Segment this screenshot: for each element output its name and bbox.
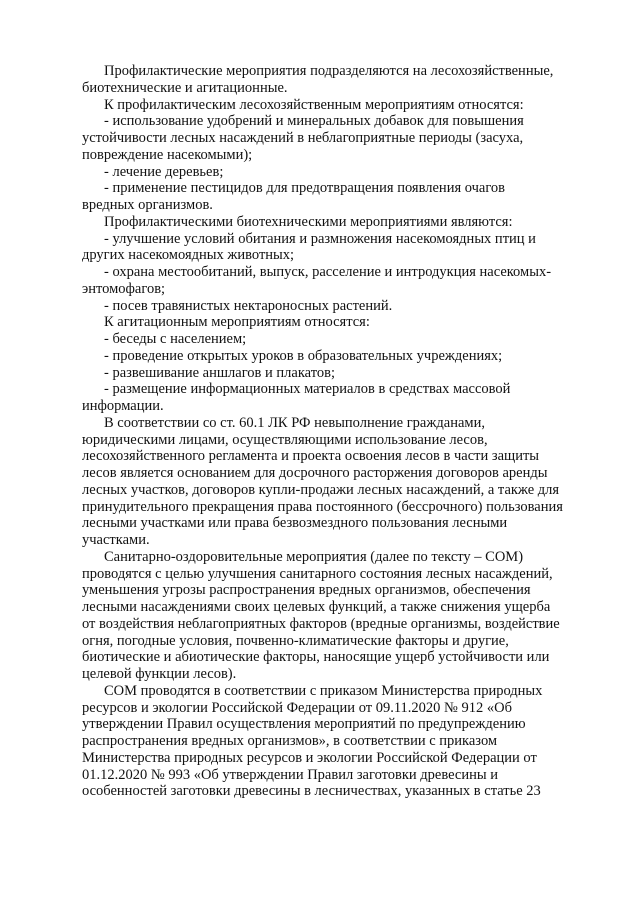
list-item-entomophages: - охрана местообитаний, выпуск, расселение и интродукция насекомых- энтомофагов; [82, 264, 552, 297]
list-item-tree-treatment: - лечение деревьев; [104, 163, 224, 180]
list-item-birds: - улучшение условий обитания и размножения насекомоядных птиц и других насекомоядных животных; [82, 230, 536, 264]
list-item-pesticides: - применение пестицидов для предотвращения появления очагов вредных организмов. [82, 180, 506, 213]
document-body [82, 63, 580, 800]
paragraph-biotech-heading: Профилактическими биотехническими мероприятиями являются: [104, 213, 513, 230]
paragraph-agitation-heading: К агитационным мероприятиям относятся: [104, 314, 370, 331]
list-item-conversations: - беседы с населением; [104, 331, 247, 347]
paragraph-forest-code: В соответствии со ст. 60.1 ЛК РФ невыполнение гражданами, юридическими лицами, осуществляющими использование лесов, лесохозяйственного регламента и проекта освоения лесов в части защиты лесов является основанием для досрочного расторжения договоров аренды лесных участков, договоров купли-продажи лесных насаждений, а также для принудительного прекращения права постоянного (бессрочного) пользования лесными участками или права безвозмездного пользования лесными участками. [82, 414, 563, 548]
list-item-fertilizers: - использование удобрений и минеральных добавок для повышения устойчивости лесных насаждений в неблагоприятные периоды (засуха, повреждение насекомыми); [82, 113, 524, 163]
list-item-open-lessons: - проведение открытых уроков в образовательных учреждениях; [104, 347, 503, 364]
list-item-posters: - развешивание аншлагов и плакатов; [104, 364, 335, 381]
list-item-media: - размещение информационных материалов в средствах массовой информации. [82, 381, 511, 414]
paragraph-som-orders: СОМ проводятся в соответствии с приказом Министерства природных ресурсов и экологии Российской Федерации от 09.11.2020 № 912 «Об утверждении Правил осуществления мероприятий по предупреждению распространения вредных организмов», в соответствии с приказом Министерства природных ресурсов и экологии Российской Федерации от 01.12.2020 № 993 «Об утверждении Правил заготовки древесины и особенностей заготовки древесины в лесничествах, указанных в статье 23 [82, 682, 543, 800]
list-item-nectar-plants: - посев травянистых нектароносных растений. [104, 297, 393, 314]
paragraph-intro: Профилактические мероприятия подразделяются на лесохозяйственные, биотехнические и агитационные. [82, 63, 554, 96]
paragraph-forestry-heading: К профилактическим лесохозяйственным мероприятиям относятся: [104, 96, 524, 113]
paragraph-som-definition: Санитарно-оздоровительные мероприятия (далее по тексту – СОМ) проводятся с целью улучшения санитарного состояния лесных насаждений, уменьшения угрозы распространения вредных организмов, обеспечения лесными насаждениями своих целевых функций, а также снижения ущерба от воздействия неблагоприятных факторов (вредные организмы, воздействие огня, погодные условия, почвенно-климатические факторы и другие, биотические и абиотические факторы, наносящие ущерб устойчивости или целевой функции лесов). [82, 548, 560, 682]
